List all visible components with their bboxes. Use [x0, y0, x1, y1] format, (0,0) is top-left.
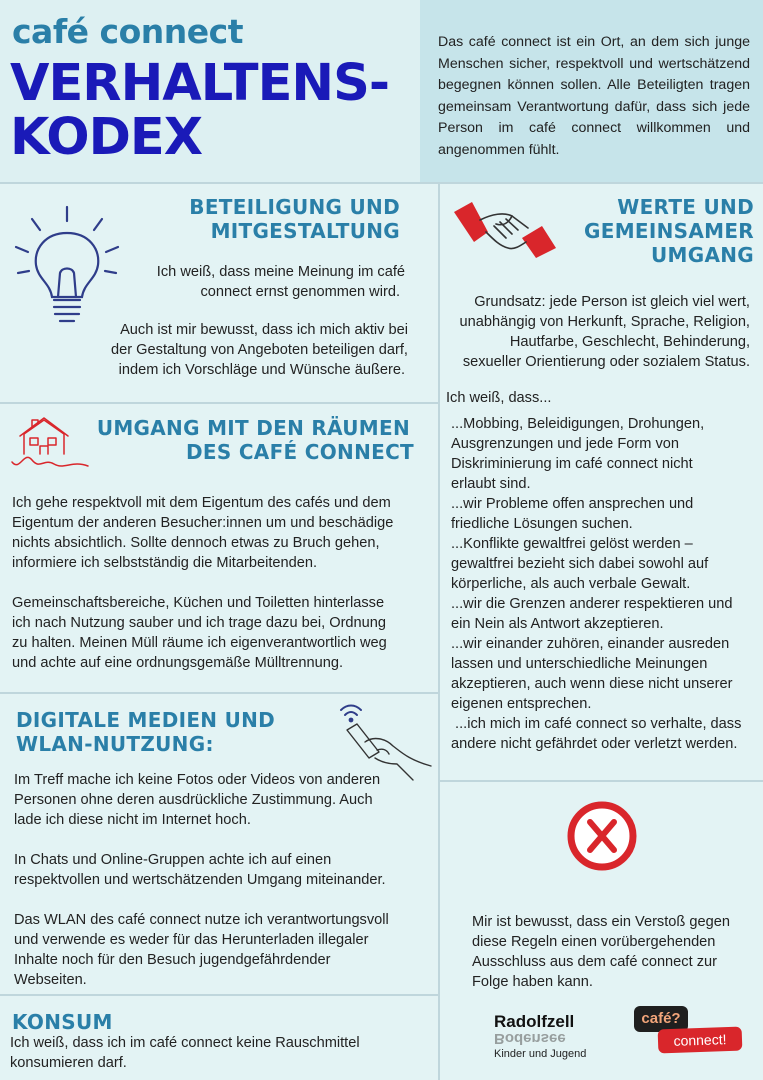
list-item: lassen und unterschiedliche Meinungen	[451, 656, 708, 672]
grundsatz-line2: unabhängig von Herkunft, Sprache, Religion,	[459, 314, 750, 330]
werte-intro: Ich weiß, dass...	[446, 390, 552, 406]
text-line: zu halten. Meinen Müll räume ich eigenverantwortlich weg	[12, 635, 387, 651]
list-item: eigenen entsprechen.	[451, 696, 592, 712]
grundsatz-line4: sexueller Orientierung oder sozialem Status.	[462, 354, 750, 370]
digital-heading-line1: DIGITALE MEDIEN UND	[16, 708, 276, 732]
list-item: körperliche, als auch verbale Gewalt.	[451, 576, 691, 592]
text-line: Personen ohne deren ausdrückliche Zustimmung. Auch	[14, 792, 373, 808]
page-title-line1: VERHALTENS-	[10, 54, 389, 113]
text-line: In Chats und Online-Gruppen achte ich auf einen	[14, 852, 332, 868]
page-title-line2: KODEX	[10, 108, 203, 167]
beteiligung-heading-line2: MITGESTALTUNG	[210, 219, 400, 243]
list-item: erlaubt sind.	[451, 476, 531, 492]
list-item: ...wir einander zuhören, einander ausreden	[451, 636, 730, 652]
text-line	[12, 573, 432, 593]
divider	[0, 994, 438, 996]
radolfzell-name: Radolfzell	[494, 1012, 575, 1031]
raeume-text	[12, 493, 432, 673]
list-item: ein Nein als Antwort akzeptieren.	[451, 616, 664, 632]
digital-heading-line2: WLAN-NUTZUNG:	[16, 732, 214, 756]
divider	[0, 182, 763, 184]
digital-text	[14, 770, 434, 990]
text-line: lade ich diese nicht im Internet hoch.	[14, 812, 251, 828]
text-line: Ich gehe respektvoll mit dem Eigentum des cafés und dem	[12, 495, 391, 511]
list-item: akzeptieren, auch wenn diese nicht unserer	[451, 676, 733, 692]
beteiligung-p2-line1: Auch ist mir bewusst, dass ich mich aktiv bei	[120, 322, 408, 338]
list-item: Diskriminierung im café connect nicht	[451, 456, 693, 472]
list-item: andere nicht gefährdet oder verletzt werden.	[451, 736, 738, 752]
beteiligung-p2-line3: indem ich Vorschläge und Wünsche äußere.	[118, 362, 405, 378]
brand-title: café connect	[12, 12, 243, 51]
text-line: Eigentum der anderen Besucher:innen um und beschädige	[12, 515, 394, 531]
werte-heading-line2: GEMEINSAMER	[584, 219, 754, 243]
text-line	[14, 830, 434, 850]
list-item: ...wir Probleme offen ansprechen und	[451, 496, 694, 512]
text-line: Inhalte noch für den Besuch jugendgefährdender	[14, 952, 331, 968]
divider	[440, 780, 763, 782]
beteiligung-p1-line2: connect ernst genommen wird.	[200, 284, 400, 300]
list-item: ...ich mich im café connect so verhalte, dass	[451, 716, 742, 732]
konsum-line1: Ich weiß, dass ich im café connect keine Rauschmittel	[10, 1035, 360, 1051]
werte-heading-line3: UMGANG	[651, 243, 754, 267]
beteiligung-heading-line1: BETEILIGUNG UND	[189, 195, 400, 219]
verstoss-line1: Mir ist bewusst, dass ein Verstoß gegen	[472, 914, 730, 930]
text-line: respektvollen und wertschätzenden Umgang miteinander.	[14, 872, 386, 888]
text-line: informiere ich selbstständig die Mitarbeitenden.	[12, 555, 318, 571]
cafe-logo-top-text: café?	[641, 1010, 681, 1027]
grundsatz-line1: Grundsatz: jede Person ist gleich viel wert,	[474, 294, 750, 310]
text-line: Webseiten.	[14, 972, 87, 988]
text-line: und verwende es weder für das Herunterladen illegaler	[14, 932, 369, 948]
verstoss-line4: Folge haben kann.	[472, 974, 593, 990]
text-line: Gemeinschaftsbereiche, Küchen und Toiletten hinterlasse	[12, 595, 385, 611]
text-line: Im Treff mache ich keine Fotos oder Videos von anderen	[14, 772, 381, 788]
text-line	[14, 890, 434, 910]
cafe-logo-bottom-text: connect!	[673, 1031, 727, 1049]
list-item: gewaltfrei bezieht sich dabei sowohl auf	[451, 556, 709, 572]
raeume-heading-line2: DES CAFÉ CONNECT	[185, 440, 414, 464]
cross-circle-icon	[566, 800, 638, 872]
text-line: ich nach Nutzung sauber und ich trage dazu bei, Ordnung	[12, 615, 387, 631]
cafe-logo-bottom	[658, 1027, 743, 1054]
konsum-heading: KONSUM	[12, 1010, 113, 1034]
verstoss-line2: diese Regeln einen vorübergehenden	[472, 934, 716, 950]
konsum-line2: konsumieren darf.	[10, 1055, 127, 1071]
list-item: Ausgrenzungen und jede Form von	[451, 436, 679, 452]
list-item: ...Mobbing, Beleidigungen, Drohungen,	[451, 416, 705, 432]
text-line: und achte auf eine ordnungsgemäße Mülltrennung.	[12, 655, 344, 671]
verstoss-line3: Ausschluss aus dem café connect zur	[472, 954, 717, 970]
divider	[0, 402, 438, 404]
intro-text: Das café connect ist ein Ort, an dem sich junge Menschen sicher, respektvoll und wertschätzend begegnen können sollen. Alle Beteiligten tragen gemeinsam Verantwortung dafür, dass sich jede Person im café connect willkommen und angenommen fühlt.	[438, 34, 750, 158]
beteiligung-p1-line1: Ich weiß, dass meine Meinung im café	[156, 264, 405, 280]
grundsatz-line3: Hautfarbe, Geschlecht, Behinderung,	[509, 334, 750, 350]
text-line: nichts absichtlich. Sollte dennoch etwas zu Bruch gehen,	[12, 535, 380, 551]
divider	[438, 184, 440, 1080]
radolfzell-mirror: Bodensee	[494, 1030, 566, 1047]
list-item: ...Konflikte gewaltfrei gelöst werden –	[451, 536, 693, 552]
werte-heading-line1: WERTE UND	[617, 195, 754, 219]
radolfzell-sub: Kinder und Jugend	[494, 1048, 587, 1060]
list-item: ...wir die Grenzen anderer respektieren und	[451, 596, 733, 612]
list-item: friedliche Lösungen suchen.	[451, 516, 633, 532]
werte-points-list	[451, 414, 756, 754]
raeume-heading-line1: UMGANG MIT DEN RÄUMEN	[96, 416, 410, 440]
beteiligung-p2-line2: der Gestaltung von Angeboten beteiligen darf,	[111, 342, 408, 358]
text-line: Das WLAN des café connect nutze ich verantwortungsvoll	[14, 912, 389, 928]
divider	[0, 692, 438, 694]
